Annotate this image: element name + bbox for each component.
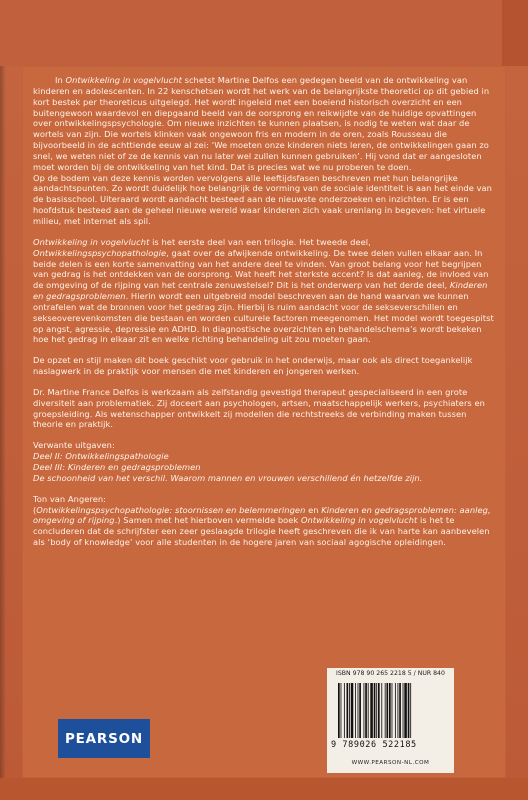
barcode-bar <box>385 683 386 738</box>
text-run: schetst Martine Delfos een gedegen beeld van de ontwikkeling van kinderen en adolescenten. In 22 kenschetsen wordt het werk van de belangrijkste theoretici op dit gebied in kort bestek per theoreticus uitgelegd. Het wordt ingeleid met een boeiend historisch overzicht en een buitengewoon waardevol en diepgaand beeld van de oorsprong en reikwijdte van de huidige opvattingen over ontwikkelingspsychologie. Om nieuwe inzichten te kunnen plaatsen, is nodig te weten wat daar de wortels van zijn. Die wortels klinken vaak ongewoon fris en modern in de oren, zoals Rousseau die bijvoorbeeld in de achttiende eeuw al zei: ‘We moeten onze kinderen niets leren, de ontwikkelingen gaan zo snel, we weten niet of ze de kennis van nu later wel zullen kunnen gebruiken’. Hij vond dat er aangesloten moet worden bij de ontwikkeling van het kind. Dat is precies wat we nu proberen te doen. <box>33 75 490 172</box>
text-run: , gaat over de afwijkende ontwikkeling. De twee delen vullen elkaar aan. In beide delen is een korte samenvatting van het andere deel te vinden. Van groot belang voor het begrijpen van gedrag is het ontdekken van de oorsprong. Wat heeft het sterkste accent? Is dat aanleg, de invloed van de omgeving of de rijping van het centrale zenuwstelsel? Dit is het onderwerp van het derde deel, <box>33 247 489 291</box>
paragraph <box>33 387 495 430</box>
barcode-bar <box>364 683 365 738</box>
paragraph <box>33 75 495 173</box>
top-band-edge <box>502 0 528 66</box>
text-run: ( <box>33 504 37 515</box>
barcode-bar <box>386 683 388 738</box>
bottom-band <box>0 778 528 800</box>
italic-text: Ontwikkeling in vogelvlucht <box>33 236 150 247</box>
barcode-bar <box>408 683 410 738</box>
publisher-logo-text: PEARSON <box>64 730 144 747</box>
paragraph-gap <box>33 377 495 387</box>
barcode <box>336 683 445 738</box>
paragraph-gap <box>33 484 495 494</box>
barcode-bar <box>370 683 373 738</box>
italic-text: De schoonheid van het verschil. Waarom mannen en vrouwen verschillend én hetzelfde zijn. <box>33 472 423 483</box>
italic-text: Ontwikkeling in vogelvlucht <box>65 75 182 85</box>
barcode-bar <box>398 683 399 738</box>
barcode-bar <box>368 683 369 738</box>
barcode-bar <box>351 683 354 738</box>
spine-shadow <box>0 0 6 800</box>
barcode-bar <box>359 683 361 738</box>
barcode-bar <box>376 683 377 738</box>
blurb-text <box>33 75 495 548</box>
paragraph <box>33 440 495 451</box>
paragraph <box>33 451 495 462</box>
text-run: Verwante uitgaven: <box>33 440 115 451</box>
paragraph <box>33 237 495 345</box>
text-run: .) Samen met het hierboven vermelde boek <box>114 515 301 526</box>
text-run: is het eerste deel van een trilogie. Het tweede deel, <box>149 236 371 247</box>
barcode-bar <box>404 683 407 738</box>
barcode-bar <box>355 683 356 738</box>
text-run: Op de bodem van deze kennis worden vervolgens alle leeftijdsfasen beschreven met hun belangrijke aandachtspunten. Zo wordt duidelijk hoe belangrijk de vorming van de sociale identiteit is aan het einde van de basisschool. Uiteraard wordt aandacht besteed aan de nieuwste onderzoeken en inzichten. Er is een hoofdstuk besteed aan de geheel nieuwe wereld waar kinderen zich vaak urenlang in begeven: het virtuele milieu, met internet als spil. <box>33 172 492 226</box>
paragraph <box>33 505 495 548</box>
barcode-bar <box>338 683 340 738</box>
publisher-logo <box>58 719 150 758</box>
italic-text: Deel III: Kinderen en gedragsproblemen <box>33 462 201 472</box>
barcode-bars <box>336 683 445 738</box>
barcode-bar <box>365 683 367 738</box>
paragraph <box>33 494 495 505</box>
barcode-bar <box>341 683 342 738</box>
top-band <box>0 0 528 66</box>
paragraph-gap <box>33 227 495 237</box>
barcode-bar <box>395 683 396 738</box>
barcode-bar <box>389 683 391 738</box>
paragraph-gap <box>33 345 495 355</box>
text-run: . Hierin wordt een uitgebreid model beschreven aan de hand waarvan we kunnen ontrafelen wat de bronnen voor het gedrag zijn. Hierbij is ruim aandacht voor de sekseverschillen en sekseoverevenkomsten die bestaan en worden culturele factoren meegenomen. Het model wordt toegespitst op angst, agressie, depressie en ADHD. In diagnostische overzichten en behandelschema’s wordt bekeken hoe het gedrag in elkaar zit en welke richting behandeling uit zou moeten gaan. <box>33 291 494 345</box>
paragraph <box>33 355 495 377</box>
barcode-bar <box>399 683 401 738</box>
paragraph <box>33 473 495 484</box>
barcode-bar <box>378 683 380 738</box>
text-run: Ton van Angeren: <box>33 493 107 504</box>
text-run: De opzet en stijl maken dit boek geschikt voor gebruik in het onderwijs, maar ook als direct toegankelijk naslagwerk in de praktijk voor mensen die met kinderen en jongeren werken. <box>33 355 473 377</box>
barcode-bar <box>374 683 376 738</box>
italic-text: Ontwikkelingspsychopathologie <box>33 247 167 258</box>
italic-text: Deel II: Ontwikkelingspathologie <box>33 451 169 462</box>
isbn-line: ISBN 978 90 265 2218 5 / NUR 840 <box>336 670 445 677</box>
paragraph <box>33 173 495 227</box>
barcode-digits: 9 789026 522185 <box>331 740 417 750</box>
publisher-url: WWW.PEARSON-NL.COM <box>351 760 430 766</box>
barcode-bar <box>358 683 359 738</box>
text-run: en <box>305 504 322 515</box>
italic-text: Ontwikkeling in vogelvlucht <box>300 515 418 526</box>
barcode-bar <box>403 683 404 738</box>
italic-text: Kinderen en gedragsproblemen <box>33 280 488 302</box>
barcode-bar <box>381 683 382 738</box>
italic-text: Ontwikkelingspsychopathologie: stoornissen en belemmeringen <box>36 504 306 515</box>
barcode-bar <box>392 683 393 738</box>
barcode-bar <box>349 683 350 738</box>
barcode-bar <box>344 683 345 738</box>
paragraph <box>33 462 495 473</box>
text-run: Dr. Martine France Delfos is werkzaam als zelfstandig gevestigd therapeut gespecialiseerd in een grote diversiteit aan problematiek. Zij doceert aan psychologen, artsen, maatschappelijk werkers, psychiaters en groepsleiding. Als wetenschapper ontwikkelt zij modellen die rechtstreeks de verbinding maken tussen theorie en praktijk. <box>33 386 485 430</box>
paragraph-gap <box>33 430 495 440</box>
text-run: is het te concluderen dat de schrijfster een zeer geslaagde trilogie heeft geschreven die ik van harte kan aanbevelen als ‘body of knowledge’ voor alle studenten in de hogere jaren van sociaal agogische opleidingen. <box>33 515 490 548</box>
text-run: In <box>55 75 66 85</box>
barcode-bar <box>347 683 349 738</box>
italic-text: Kinderen en gedragsproblemen: aanleg, omgeving of rijping <box>33 504 491 526</box>
barcode-bar <box>410 683 411 738</box>
